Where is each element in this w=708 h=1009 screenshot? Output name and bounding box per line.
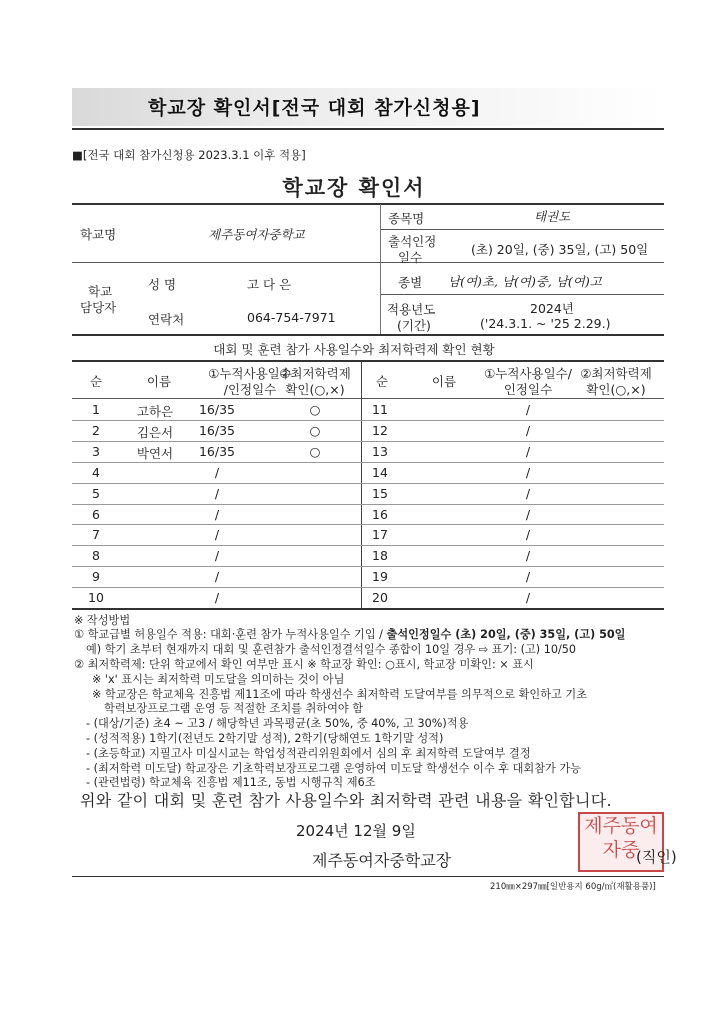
contact-value: 064-754-7971	[247, 310, 336, 325]
row-number: 9	[92, 569, 100, 585]
year-label-line2: (기간)	[397, 318, 431, 333]
row-attendance-days: /	[214, 548, 220, 564]
attend-label-line1: 출석인정	[388, 234, 437, 249]
info-divider-right-2	[380, 294, 664, 295]
method-line-3: ② 최저학력제: 단위 학교에서 확인 여부만 표시 ※ 학교장 확인: ○표시, 학교장 미확인: × 표시	[74, 658, 534, 671]
method-line-8: - (성적적용) 1학기(전년도 2학기말 성적), 2학기(당해연도 1학기말 성적)	[86, 732, 444, 745]
row-attendance-days-right: /	[525, 506, 531, 522]
row-number: 5	[92, 485, 100, 501]
info-col-divider	[380, 204, 381, 334]
info-divider	[72, 262, 664, 263]
stamp-text: 제주동여자중	[584, 815, 658, 861]
method-line-1-text: ① 학교급별 허용일수 적용: 대회·훈련 참가 누적사용일수 기입 /	[74, 628, 387, 641]
info-divider-right	[380, 229, 664, 230]
row-attendance-days: 16/35	[198, 443, 236, 459]
method-line-2: 예) 학기 초부터 현재까지 대회 및 훈련참가 출석인정결석일수 종합이 10일 경우 ⇨ 표기: (고) 10/50	[86, 643, 576, 656]
row-number: 7	[92, 527, 100, 543]
method-line-4: ※ 'x' 표시는 최저학력 미도달을 의미하는 것이 아님	[92, 673, 345, 686]
col-header-name-right: 이름	[431, 374, 457, 389]
info-bottom-border	[72, 334, 664, 336]
officer-name-value: 고 다 은	[247, 277, 292, 292]
row-attendance-days: /	[214, 569, 220, 585]
method-title: ※ 작성방법	[74, 614, 131, 627]
col-header-days-right-l2: 인정일수	[503, 382, 553, 397]
table-bottom-border	[72, 608, 664, 610]
row-attendance-days-right: /	[525, 485, 531, 501]
year-value: 2024년	[530, 301, 574, 316]
event-value: 태권도	[534, 209, 571, 224]
col-header-academic-l1: ②최저학력제	[279, 366, 351, 381]
row-number: 4	[92, 464, 100, 480]
officer-label-line2: 담당자	[80, 300, 117, 315]
applicability-note: ■[전국 대회 참가신청용 2023.3.1 이후 적용]	[72, 148, 306, 162]
row-athlete-name: 김은서	[136, 424, 174, 440]
method-line-1-bold: 출석인정일수 (초) 20일, (중) 35일, (고) 50일	[386, 628, 626, 641]
school-label: 학교명	[80, 227, 117, 242]
table-row-divider	[72, 504, 664, 505]
col-header-no-right: 순	[375, 374, 389, 389]
row-number-right: 18	[372, 548, 388, 564]
attend-value: (초) 20일, (중) 35일, (고) 50일	[471, 242, 649, 257]
table-row-divider	[72, 420, 664, 421]
row-number-right: 17	[372, 527, 388, 543]
row-attendance-days: /	[214, 590, 220, 606]
confirmation-statement: 위와 같이 대회 및 훈련 참가 사용일수와 최저학력 관련 내용을 확인합니다.	[80, 791, 612, 810]
seal-label: (직인)	[636, 848, 677, 866]
row-attendance-days: 16/35	[198, 422, 236, 438]
row-athlete-name: 박연서	[136, 445, 174, 461]
name-label: 성 명	[148, 277, 177, 292]
table-header-divider	[72, 398, 664, 399]
row-number: 3	[92, 443, 100, 459]
row-academic-check: ○	[309, 443, 321, 459]
col-header-days-l2: /인정일수	[223, 382, 277, 397]
row-number: 10	[88, 590, 104, 606]
row-attendance-days: /	[214, 506, 220, 522]
table-title: 대회 및 훈련 참가 사용일수와 최저학력제 확인 현황	[213, 342, 495, 357]
row-attendance-days: /	[214, 485, 220, 501]
method-line-6: 학력보장프로그램 운영 등 적절한 조치를 취하여야 함	[104, 702, 364, 715]
row-attendance-days-right: /	[525, 464, 531, 480]
row-number-right: 11	[372, 402, 388, 417]
method-line-9: - (초등학교) 지필고사 미실시교는 학업성적관리위원회에서 심의 후 최저학력 도달여부 결정	[86, 747, 531, 760]
row-academic-check: ○	[309, 402, 321, 417]
row-number: 6	[92, 506, 100, 522]
row-athlete-name: 고하은	[136, 404, 174, 419]
row-attendance-days: /	[214, 464, 220, 480]
method-line-11: - (관련법령) 학교체육 진흥법 제11조, 동법 시행규칙 제6조	[86, 776, 376, 789]
method-line-1	[74, 626, 625, 642]
year-label-line1: 적용년도	[387, 302, 436, 317]
col-header-name: 이름	[146, 374, 172, 389]
row-number-right: 12	[372, 422, 388, 438]
row-number-right: 15	[372, 485, 388, 501]
period-value: ('24.3.1. ~ '25 2.29.)	[480, 316, 611, 331]
row-number: 2	[92, 422, 100, 438]
header-divider	[72, 128, 664, 130]
col-header-days-right-l1: ①누적사용일수/	[484, 366, 572, 381]
event-label: 종목명	[388, 211, 425, 226]
footer-divider	[72, 876, 664, 877]
row-attendance-days-right: /	[525, 527, 531, 543]
row-attendance-days: 16/35	[198, 402, 236, 417]
row-attendance-days-right: /	[525, 548, 531, 564]
row-attendance-days-right: /	[525, 443, 531, 459]
table-row-divider	[72, 441, 664, 442]
table-row-divider	[72, 545, 664, 546]
col-header-academic-right-l2: 확인(○,×)	[586, 382, 646, 397]
table-top-border	[72, 360, 664, 362]
method-line-5: ※ 학교장은 학교체육 진흥법 제11조에 따라 학생선수 최저학력 도달여부를 의무적으로 확인하고 기초	[92, 688, 588, 701]
table-row-divider	[72, 524, 664, 525]
page-title: 학교장 확인서	[282, 176, 426, 200]
col-header-academic-right-l1: ②최저학력제	[580, 366, 652, 381]
table-row-divider	[72, 462, 664, 463]
row-attendance-days-right: /	[525, 402, 531, 417]
row-academic-check: ○	[309, 422, 321, 438]
table-row-divider	[72, 587, 664, 588]
col-header-days-l1: ①누적사용일수	[208, 366, 292, 381]
school-value: 제주동여자중학교	[208, 227, 305, 242]
col-header-academic-l2: 확인(○,×)	[285, 382, 345, 397]
row-number: 1	[92, 402, 100, 417]
method-line-7: - (대상/기준) 초4 ~ 고3 / 해당학년 과목평균(초 50%, 중 40%, 고 30%)적용	[86, 717, 469, 730]
row-number-right: 14	[372, 464, 388, 480]
table-row-divider	[72, 566, 664, 567]
officer-label-line1: 학교	[88, 284, 113, 299]
row-attendance-days: /	[214, 527, 220, 543]
info-top-border	[72, 203, 664, 205]
table-row-divider	[72, 483, 664, 484]
document-header-title: 학교장 확인서[전국 대회 참가신청용]	[148, 97, 481, 119]
row-attendance-days-right: /	[525, 569, 531, 585]
row-number-right: 16	[372, 506, 388, 522]
row-number-right: 19	[372, 569, 388, 585]
col-header-no: 순	[89, 374, 103, 389]
attend-label-line2: 일수	[398, 250, 423, 265]
principal-signature-line: 제주동여자중학교장	[312, 851, 452, 870]
issue-date: 2024년 12월 9일	[296, 822, 416, 840]
method-line-10: - (최저학력 미도달) 학교장은 기초학력보장프로그램 운영하여 미도달 학생선수 이수 후 대회참가 가능	[86, 762, 581, 775]
gender-label: 종별	[398, 275, 423, 290]
row-attendance-days-right: /	[525, 422, 531, 438]
gender-value: 남(여)초, 남(여)중, 남(여)고	[448, 274, 602, 289]
row-number: 8	[92, 548, 100, 564]
row-number-right: 13	[372, 443, 388, 459]
paper-spec-note: 210㎜×297㎜[일반용지 60g/㎡(재활용품)]	[490, 882, 656, 892]
row-number-right: 20	[372, 590, 388, 606]
contact-label: 연락처	[148, 312, 185, 327]
row-attendance-days-right: /	[525, 590, 531, 606]
